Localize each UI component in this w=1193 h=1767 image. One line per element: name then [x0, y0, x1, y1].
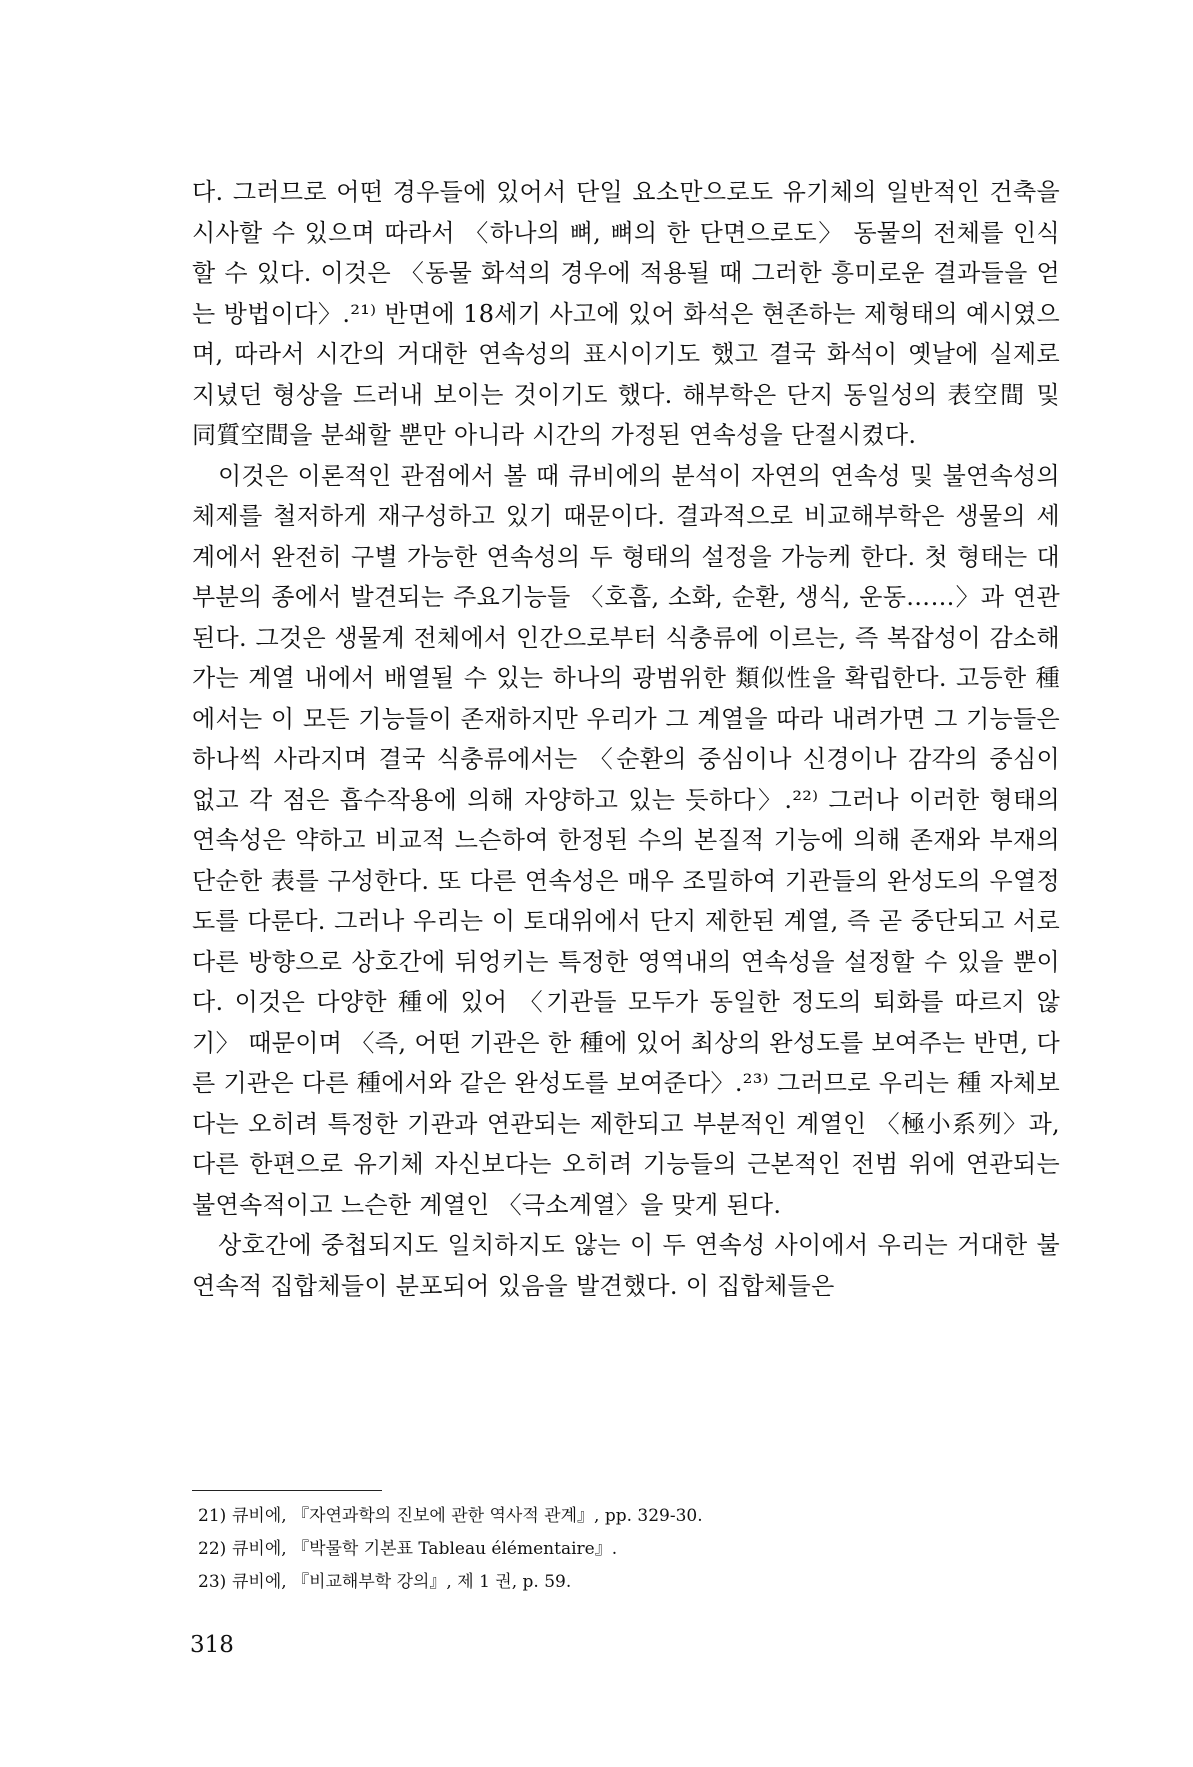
paragraph: 다. 그러므로 어떤 경우들에 있어서 단일 요소만으로도 유기체의 일반적인 건축을 시사할 수 있으며 따라서 〈하나의 뼈, 뼈의 한 단면으로도〉 동물의 전체를 인식할 수 있다. 이것은 〈동물 화석의 경우에 적용될 때 그러한 흥미로운 결과들을 얻는 방법이다〉.²¹⁾ 반면에 18세기 사고에 있어 화석은 현존하는 제형태의 예시였으며, 따라서 시간의 거대한 연속성의 표시이기도 했고 결국 화석이 옛날에 실제로 지녔던 형상을 드러내 보이는 것이기도 했다. 해부학은 단지 동일성의 表空間 및 同質空間을 분쇄할 뿐만 아니라 시간의 가정된 연속성을 단절시켰다. [192, 178, 1060, 449]
footnote [198, 1533, 1058, 1566]
footnote-number: 23) [198, 1572, 227, 1592]
footnote-text: 큐비에, 『박물학 기본표 Tableau élémentaire』. [232, 1539, 618, 1559]
footnote [198, 1500, 1058, 1533]
footnote-text: 큐비에, 『자연과학의 진보에 관한 역사적 관계』, pp. 329-30. [232, 1506, 703, 1526]
paragraph: 상호간에 중첩되지도 일치하지도 않는 이 두 연속성 사이에서 우리는 거대한 불연속적 집합체들이 분포되어 있음을 발견했다. 이 집합체들은 [192, 1231, 1060, 1300]
footnote-number: 21) [198, 1506, 227, 1526]
footnotes [198, 1500, 1058, 1599]
footnote-number: 22) [198, 1539, 227, 1559]
footnote [198, 1566, 1058, 1599]
paragraph: 이것은 이론적인 관점에서 볼 때 큐비에의 분석이 자연의 연속성 및 불연속성의 체제를 철저하게 재구성하고 있기 때문이다. 결과적으로 비교해부학은 생물의 세계에서 완전히 구별 가능한 연속성의 두 형태의 설정을 가능케 한다. 첫 형태는 대부분의 종에서 발견되는 주요기능들 〈호흡, 소화, 순환, 생식, 운동……〉과 연관된다. 그것은 생물계 전체에서 인간으로부터 식충류에 이르는, 즉 복잡성이 감소해 가는 계열 내에서 배열될 수 있는 하나의 광범위한 類似性을 확립한다. 고등한 種에서는 이 모든 기능들이 존재하지만 우리가 그 계열을 따라 내려가면 그 기능들은 하나씩 사라지며 결국 식충류에서는 〈순환의 중심이나 신경이나 감각의 중심이 없고 각 점은 흡수작용에 의해 자양하고 있는 듯하다〉.²²⁾ 그러나 이러한 형태의 연속성은 약하고 비교적 느슨하여 한정된 수의 본질적 기능에 의해 존재와 부재의 단순한 表를 구성한다. 또 다른 연속성은 매우 조밀하여 기관들의 완성도의 우열정도를 다룬다. 그러나 우리는 이 토대위에서 단지 제한된 계열, 즉 곧 중단되고 서로 다른 방향으로 상호간에 뒤엉키는 특정한 영역내의 연속성을 설정할 수 있을 뿐이다. 이것은 다양한 種에 있어 〈기관들 모두가 동일한 정도의 퇴화를 따르지 않기〉 때문이며 〈즉, 어떤 기관은 한 種에 있어 최상의 완성도를 보여주는 반면, 다른 기관은 다른 種에서와 같은 완성도를 보여준다〉.²³⁾ 그러므로 우리는 種 자체보다는 오히려 특정한 기관과 연관되는 제한되고 부분적인 계열인 〈極小系列〉과, 다른 한편으로 유기체 자신보다는 오히려 기능들의 근본적인 전범 위에 연관되는 불연속적이고 느슨한 계열인 〈극소계열〉을 맞게 된다. [192, 461, 1060, 1219]
body-text [192, 172, 1060, 1306]
footnote-text: 큐비에, 『비교해부학 강의』, 제 1 권, p. 59. [232, 1572, 572, 1592]
footnote-divider [192, 1490, 382, 1491]
page-number: 318 [190, 1632, 234, 1658]
